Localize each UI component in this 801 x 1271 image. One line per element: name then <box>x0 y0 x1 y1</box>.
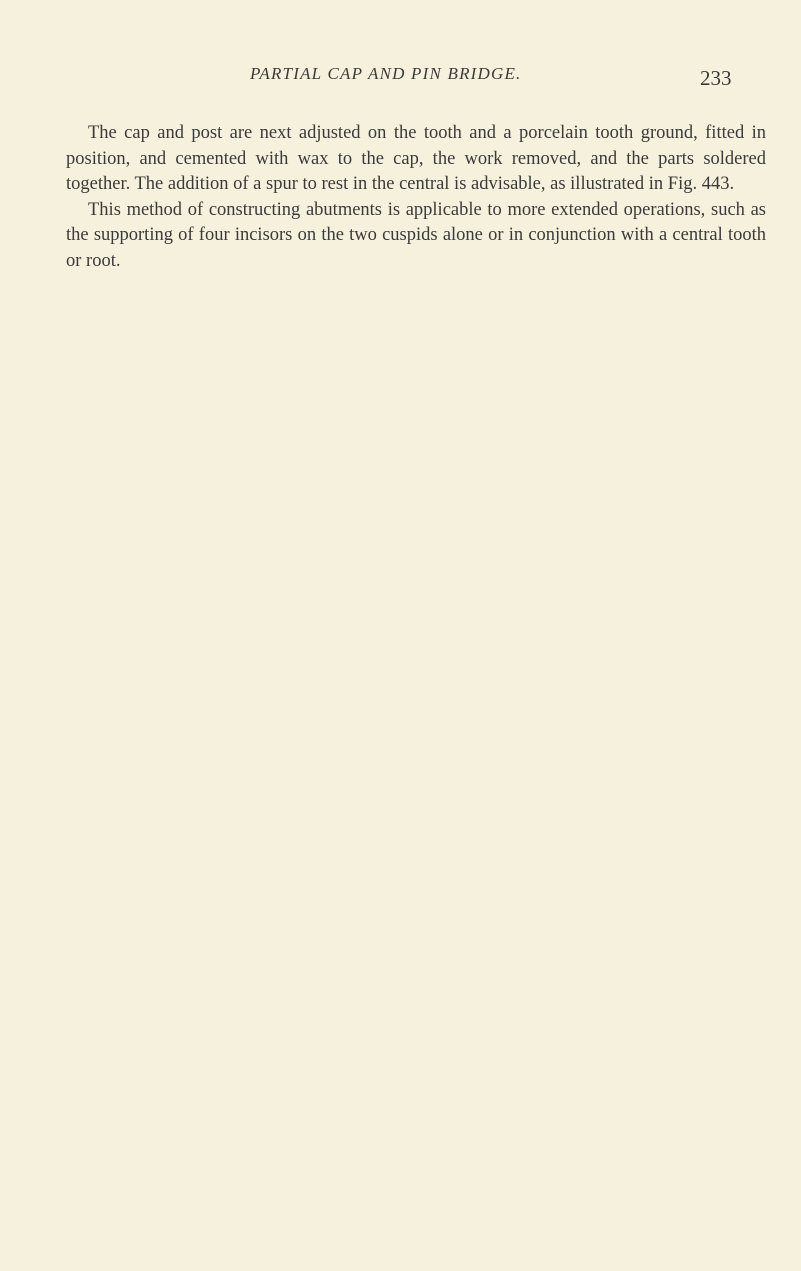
running-title: PARTIAL CAP AND PIN BRIDGE. <box>250 64 522 83</box>
running-head <box>0 64 801 92</box>
page-number: 233 <box>700 66 732 90</box>
paragraph-2: This method of constructing abutments is applicable to more extended operations, such as the supporting of four incisors on the two cuspids alone or in conjunction with a central tooth or root. <box>66 199 766 271</box>
body-text <box>66 121 766 274</box>
paragraph-1: The cap and post are next adjusted on the tooth and a porcelain tooth ground, fitted in position, and cemented with wax to the cap, the work removed, and the parts soldered together. The addition of a spur to rest in the central is advisable, as illustrated in Fig. 443. <box>66 123 766 194</box>
